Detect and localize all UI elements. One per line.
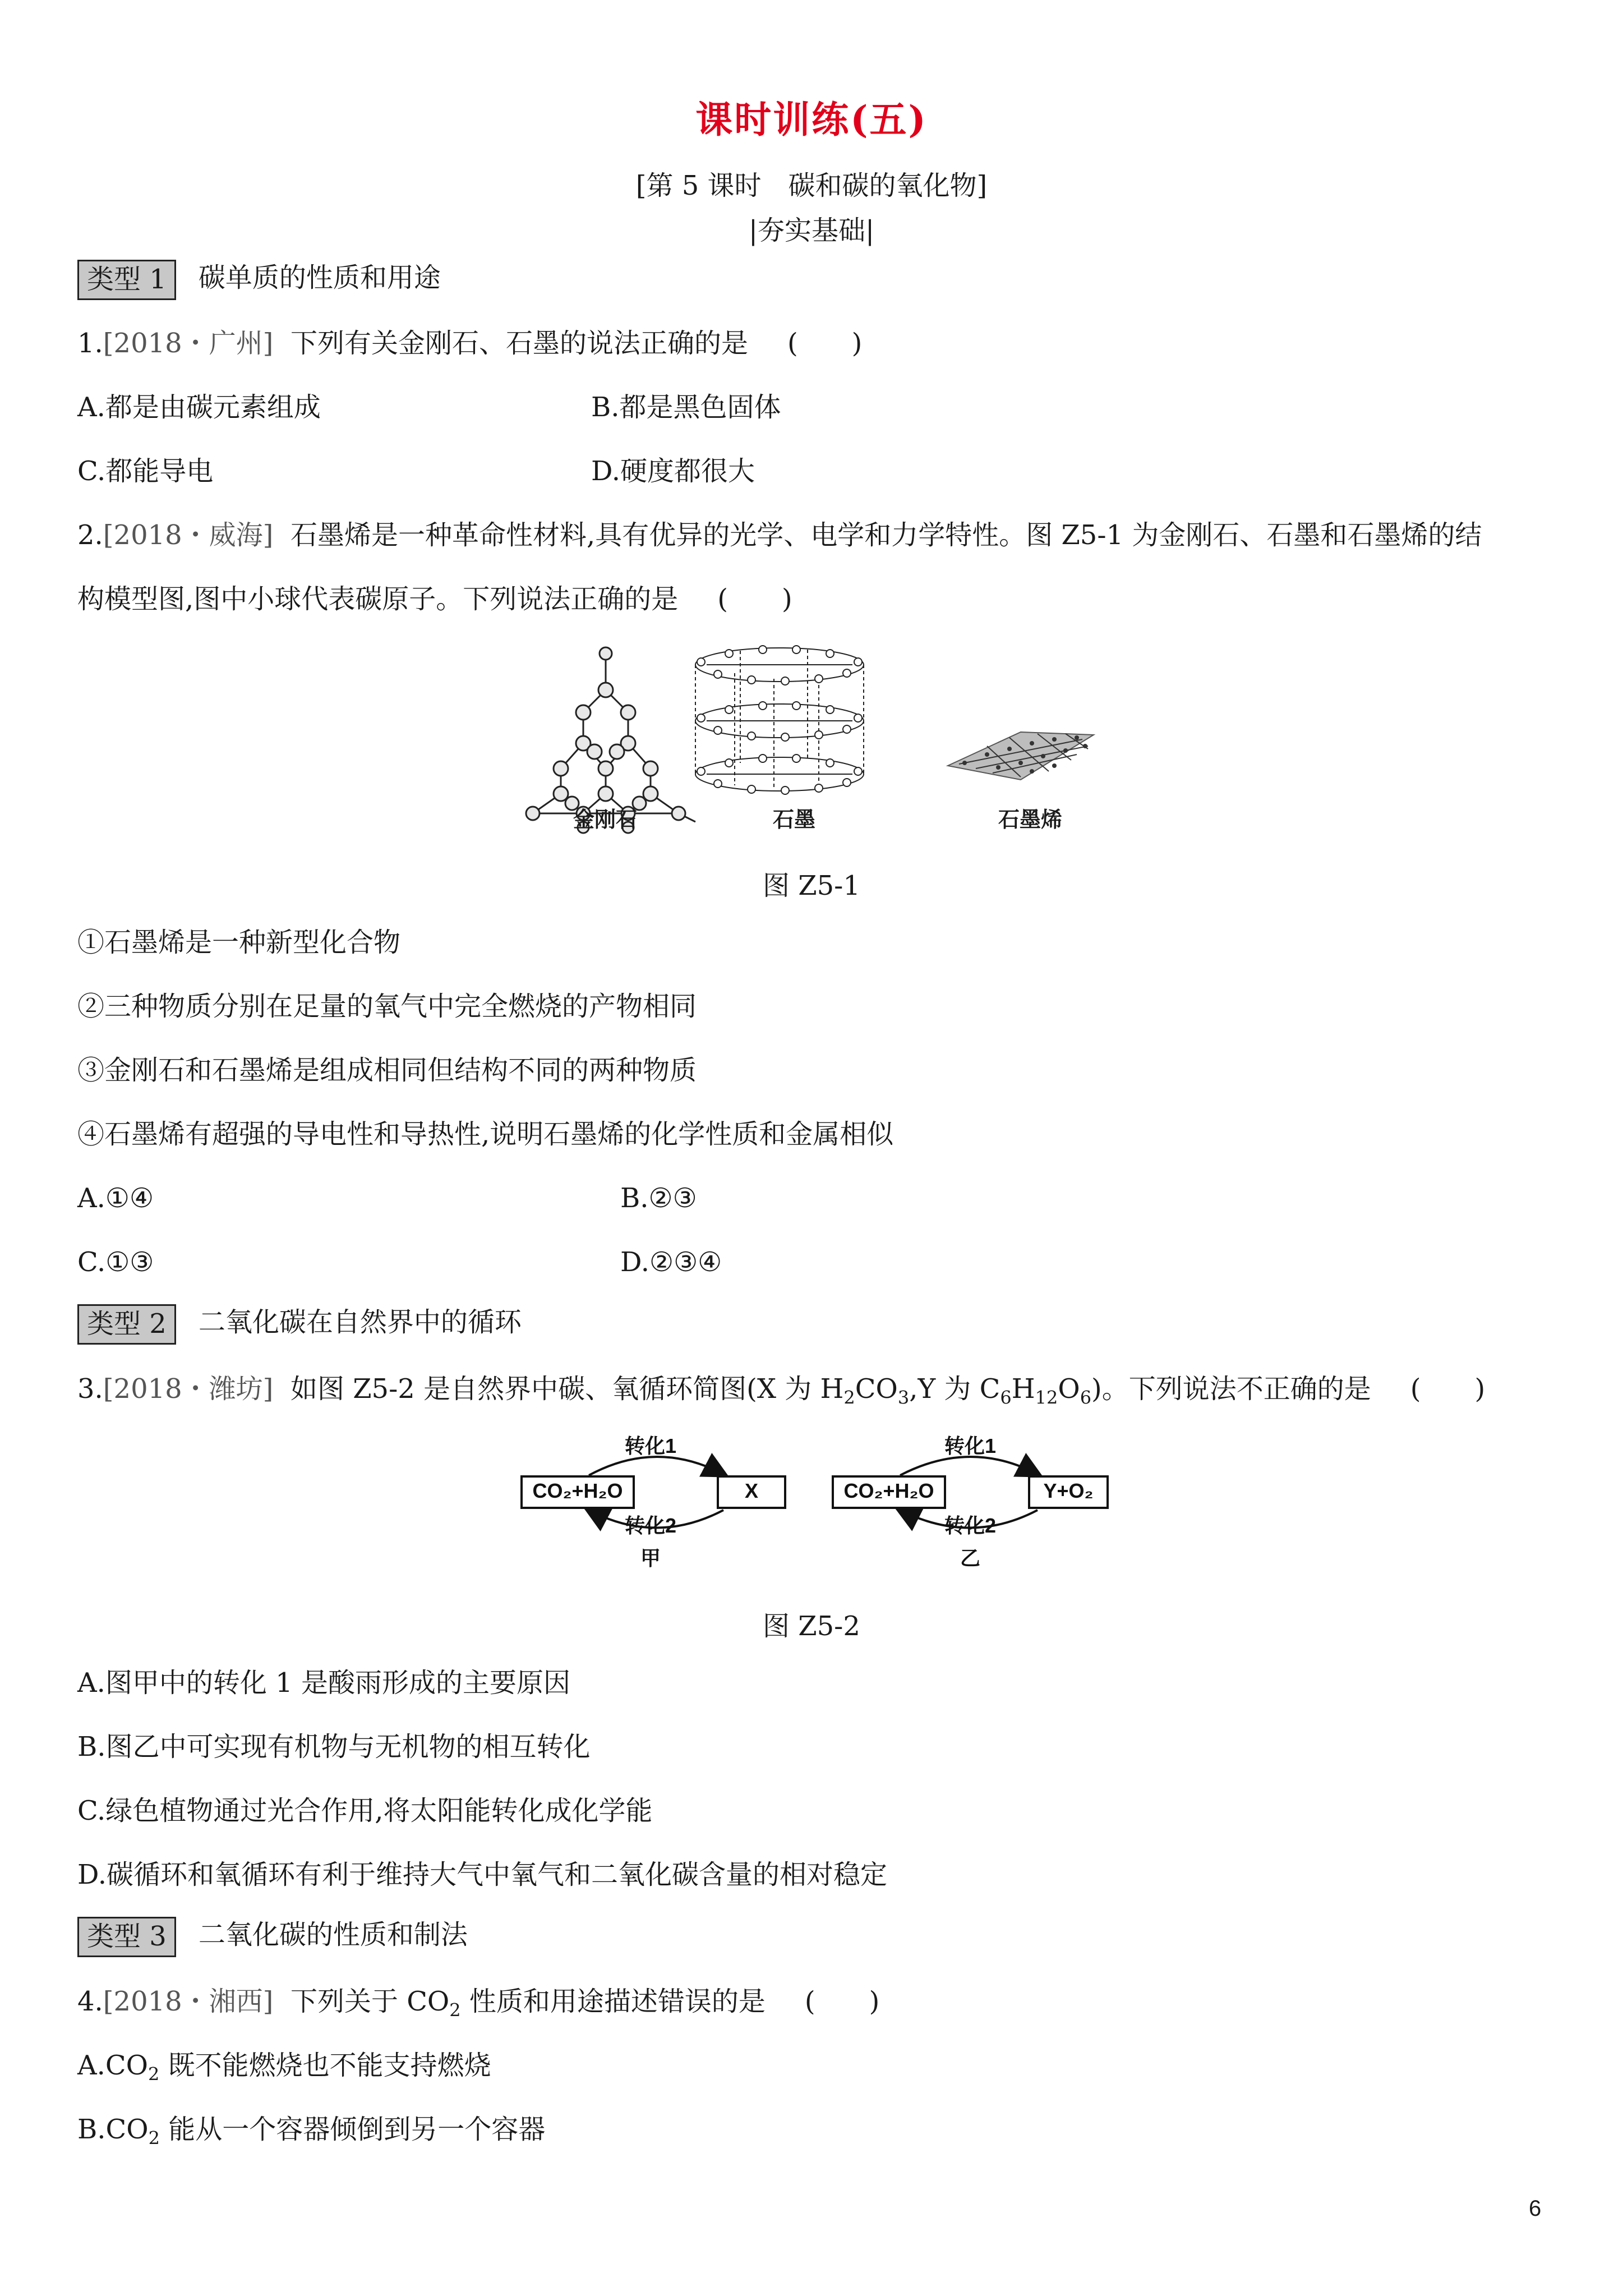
graphene-label: 石墨烯: [998, 808, 1063, 832]
answer-blank: ( ): [787, 328, 863, 359]
question-text: 下列有关金刚石、石墨的说法正确的是: [290, 328, 748, 359]
section-3: [77, 1915, 468, 1957]
option-a: A.图甲中的转化 1 是酸雨形成的主要原因: [77, 1667, 570, 1699]
x-text: X: [744, 1479, 759, 1502]
question-source: [2018・威海]: [103, 519, 274, 551]
statement-1: ①石墨烯是一种新型化合物: [77, 927, 401, 958]
option-b: $B.CO_2$ 能从一个容器倾倒到另一个容器: [77, 2114, 546, 2149]
conversion-2-label: 转化2: [624, 1514, 677, 1537]
answer-blank: ( ): [804, 1986, 880, 2017]
option-c: C.①③: [77, 1246, 154, 1278]
section-heading: |夯实基础|: [748, 215, 875, 246]
conversion-1-arrow: [900, 1457, 1038, 1475]
option-b: B.都是黑色固体: [591, 392, 781, 423]
question-number: 2.: [77, 519, 103, 551]
section-1: [77, 258, 441, 300]
section-title: 二氧化碳在自然界中的循环: [198, 1306, 522, 1338]
question-2: [77, 518, 1482, 552]
section-2: [77, 1303, 522, 1345]
conversion-1-label: 转化1: [944, 1434, 997, 1457]
conversion-2-label: 转化2: [944, 1514, 997, 1537]
panel-jia-label: 甲: [640, 1547, 661, 1570]
question-3: 3.[2018・潍坊] 如图 Z5-2 是自然界中碳、氧循环简图(X 为 $H_2CO_3,Y$ 为 $C_6H_{12}O_6$)。下列说法不正确的是 ( ): [77, 1373, 1486, 1409]
lesson-subtitle: [第 5 课时 碳和碳的氧化物]: [635, 170, 988, 201]
diamond-model: [533, 654, 695, 827]
statement-4: ④石墨烯有超强的导电性和导热性,说明石墨烯的化学性质和金属相似: [77, 1119, 894, 1150]
conversion-1-label: 转化1: [624, 1434, 677, 1457]
diamond-label: 金刚石: [573, 808, 638, 832]
graphene-model: [948, 732, 1094, 780]
section-title: 碳单质的性质和用途: [198, 262, 441, 293]
co2-h2o-text: CO₂+H₂O: [532, 1479, 623, 1502]
option-b: B.②③: [620, 1182, 697, 1214]
question-source: [2018・潍坊]: [103, 1373, 274, 1405]
section-tag: 类型 3: [77, 1917, 176, 1957]
co2-h2o-text: CO₂+H₂O: [843, 1479, 934, 1502]
figure-caption: 图 Z5-2: [763, 1611, 860, 1642]
question-2-line2: 构模型图,图中小球代表碳原子。下列说法正确的是 ( ): [77, 583, 792, 615]
page-title: 课时训练(五): [695, 98, 928, 141]
question-4: 4.[2018・湘西] 下列关于 $CO_2$ 性质和用途描述错误的是 ( ): [77, 1986, 880, 2021]
option-c: C.都能导电: [77, 455, 214, 487]
option-b: B.图乙中可实现有机物与无机物的相互转化: [77, 1731, 591, 1763]
graphite-atoms: [697, 646, 862, 794]
question-number: 4.: [77, 1986, 103, 2017]
option-d: D.碳循环和氧循环有利于维持大气中氧气和二氧化碳含量的相对稳定: [77, 1859, 888, 1890]
option-c: C.绿色植物通过光合作用,将太阳能转化成化学能: [77, 1795, 653, 1826]
question-text: 石墨烯是一种革命性材料,具有优异的光学、电学和力学特性。图 Z5-1 为金刚石、石墨和石墨烯的结: [290, 519, 1482, 551]
question-number: 1.: [77, 328, 103, 359]
statement-3: ③金刚石和石墨烯是组成相同但结构不同的两种物质: [77, 1055, 697, 1086]
figure-caption: 图 Z5-1: [763, 870, 860, 901]
page-number: 6: [1529, 2196, 1542, 2221]
cycle-yi: [833, 1434, 1108, 1570]
question-1: [77, 326, 862, 360]
section-tag: 类型 1: [77, 260, 176, 300]
option-a: A.都是由碳元素组成: [77, 392, 321, 423]
option-d: D.硬度都很大: [591, 455, 755, 487]
cycle-jia: [522, 1434, 785, 1570]
section-tag: 类型 2: [77, 1304, 176, 1345]
section-title: 二氧化碳的性质和制法: [198, 1919, 468, 1950]
graphite-model: [695, 648, 864, 791]
answer-blank: ( ): [717, 583, 792, 615]
option-a: A.①④: [77, 1182, 154, 1214]
conversion-1-arrow: [589, 1457, 723, 1475]
carbon-oxygen-cycle-figure: [505, 1425, 1122, 1588]
question-number: 3.: [77, 1373, 103, 1405]
option-a: $A.CO_2$ 既不能燃烧也不能支持燃烧: [77, 2050, 491, 2085]
answer-blank: ( ): [1410, 1373, 1486, 1405]
statement-2: ②三种物质分别在足量的氧气中完全燃烧的产物相同: [77, 991, 697, 1022]
question-source: [2018・广州]: [103, 328, 274, 359]
y-text: Y+O₂: [1043, 1479, 1094, 1502]
panel-yi-label: 乙: [960, 1547, 981, 1570]
option-d: D.②③④: [620, 1246, 722, 1278]
graphite-label: 石墨: [773, 808, 816, 832]
question-source: [2018・湘西]: [103, 1986, 274, 2017]
